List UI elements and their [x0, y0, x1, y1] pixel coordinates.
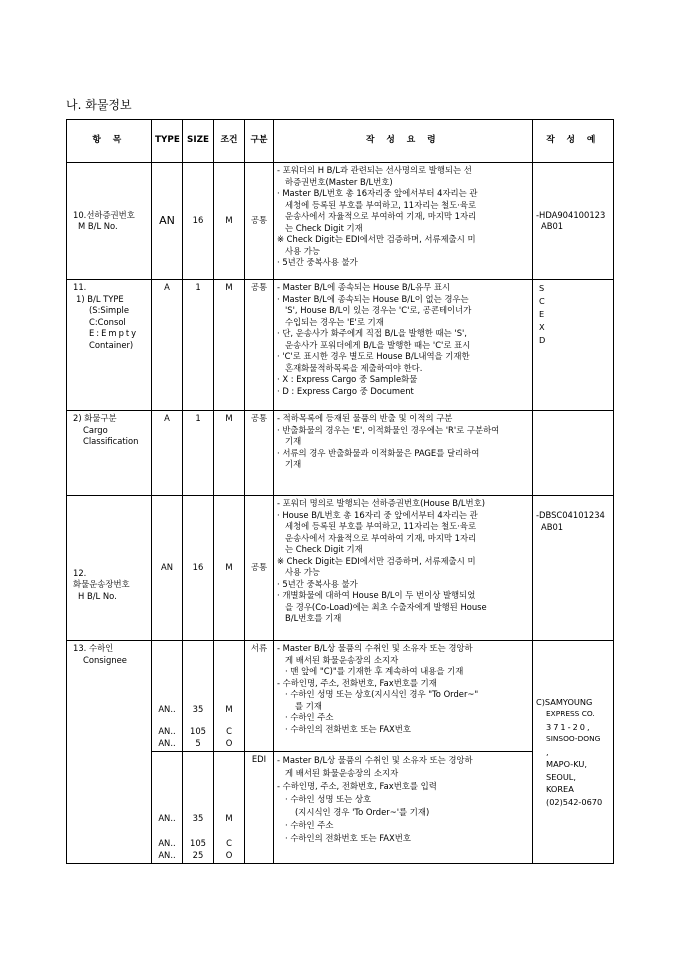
- type-value: AN..: [158, 849, 176, 860]
- guide-line: · 5년간 중복사용 불가: [277, 578, 358, 589]
- guide-line: 기재: [285, 459, 302, 469]
- item-line: Cargo: [83, 424, 108, 435]
- item-line: 1) B/L TYPE: [76, 293, 124, 304]
- example-line: C)SAMYOUNG: [536, 696, 593, 707]
- guide-cell: [274, 411, 533, 496]
- item-line: (S:Simple: [89, 305, 130, 315]
- guide-line: - Master B/L에 종속되는 House B/L유무 표시: [277, 282, 451, 292]
- item-line: M B/L No.: [78, 221, 118, 231]
- example-cell: [533, 641, 614, 864]
- guide-line: 게 배서된 화물운송장의 소지자: [285, 654, 399, 665]
- row-house-bl: [67, 496, 614, 641]
- cond-value: O: [225, 849, 233, 860]
- item-line: 11.: [73, 282, 87, 292]
- size-cell: [183, 641, 214, 752]
- type-value: AN..: [158, 703, 176, 714]
- size-value: 35: [192, 703, 204, 714]
- row-bl-type: [67, 280, 614, 411]
- guide-line: · 수하인 주소: [285, 712, 334, 722]
- guide-line: - Master B/L상 물품의 수취인 및 소유자 또는 경앙하: [277, 643, 473, 653]
- example-line: MAPO-KU,: [546, 759, 587, 770]
- cond-value: C: [226, 838, 232, 848]
- item-master-bl: [67, 163, 152, 280]
- guide-line: · 5년간 중복사용 불가: [277, 257, 358, 267]
- cond-cell: M: [214, 163, 245, 280]
- type-value: AN..: [158, 726, 176, 736]
- item-line: Consignee: [83, 654, 127, 665]
- size-value: 5: [195, 737, 201, 748]
- guide-line: · D : Express Cargo 중 Document: [277, 385, 414, 396]
- example-line: D: [539, 335, 546, 345]
- category-cell: 서류: [245, 641, 274, 752]
- row-master-bl: [67, 163, 614, 280]
- item-line: 13. 수하인: [73, 643, 114, 653]
- example-line: AB01: [541, 221, 564, 231]
- row-consignee-doc: [67, 641, 614, 752]
- item-bl-type: [67, 280, 152, 411]
- item-line: H B/L No.: [78, 590, 117, 601]
- example-line: E: [539, 309, 545, 319]
- item-line: Classification: [83, 436, 139, 446]
- size-cell: [183, 752, 214, 864]
- guide-line: 하증권번호(Master B/L번호): [285, 176, 393, 187]
- cargo-info-table: [66, 119, 614, 864]
- header-category: 구분: [245, 120, 274, 163]
- category-cell: 공통: [245, 411, 274, 496]
- example-line: S: [539, 283, 545, 293]
- guide-line: 는 Check Digit 기재: [285, 222, 363, 233]
- example-cell: [533, 411, 614, 496]
- guide-line: 는 Check Digit 기재: [285, 544, 363, 554]
- size-value: 25: [192, 849, 204, 860]
- guide-line: 운송사에서 자율적으로 부여하여 기재, 마지막 1자리: [285, 211, 477, 221]
- guide-line: B/L번호를 기재: [285, 613, 342, 623]
- guide-line: - Master B/L상 물품의 수취인 및 소유자 또는 경앙하: [277, 755, 473, 765]
- guide-line: · 반출화물의 경우는 'E', 이적화물인 경우에는 'R'로 구분하여: [277, 424, 500, 435]
- guide-line: · 수하인 성명 또는 상호: [285, 794, 372, 804]
- guide-line: 기재: [285, 436, 302, 446]
- example-line: -DBSC04101234: [536, 510, 605, 520]
- guide-line: · Master B/L에 종속되는 House B/L이 없는 경우는: [277, 293, 469, 304]
- size-value: 35: [192, 812, 204, 823]
- size-cell: 1: [183, 411, 214, 496]
- cond-value: C: [226, 726, 232, 736]
- guide-line: · 'C'로 표시한 경우 별도로 House B/L내역을 기재한: [277, 351, 470, 361]
- guide-line: 'S', House B/L이 있는 경우는 'C'로, 공콘테이너가: [285, 305, 472, 315]
- guide-line: · House B/L번호 총 16자리 중 앞에서부터 4자리는 관: [277, 509, 478, 520]
- header-guide: 작 성 요 령: [274, 120, 533, 163]
- guide-line: · 단, 운송사가 화주에게 직접 B/L을 발행한 때는 'S',: [277, 328, 467, 338]
- header-example: 작 성 예: [533, 120, 614, 163]
- guide-line: 세청에 등록된 부호를 부여하고, 11자리는 철도·육로: [285, 521, 477, 531]
- type-cell: A: [152, 280, 183, 411]
- guide-line: · 수하인의 전화번호 또는 FAX번호: [285, 833, 411, 843]
- guide-line: 수입되는 경우는 'E'로 기재: [285, 316, 384, 327]
- category-cell: 공통: [245, 496, 274, 641]
- item-line: 2) 화물구분: [73, 413, 117, 423]
- guide-cell: [274, 496, 533, 641]
- example-cell: [533, 496, 614, 641]
- guide-line: 세청에 등록된 부호를 부여하고, 11자리는 철도·육로: [285, 199, 477, 210]
- cond-cell: M: [214, 496, 245, 641]
- item-line: 10.선하증권번호: [73, 209, 135, 220]
- item-cargo-class: [67, 411, 152, 496]
- guide-line: (지시식인 경우 'To Order~'를 기재): [295, 807, 430, 817]
- example-line: SINSOO-DONG: [546, 734, 601, 744]
- guide-line: 혼재화물적하목록을 제출하여야 한다.: [285, 362, 423, 373]
- size-value: 105: [190, 838, 206, 848]
- item-line: 12.: [73, 567, 87, 578]
- type-value: AN..: [158, 812, 176, 823]
- guide-line: · X : Express Cargo 중 Sample화물: [277, 374, 418, 384]
- example-cell: [533, 280, 614, 411]
- guide-line: · 서류의 경우 반출화물과 이적화물은 PAGE를 달리하여: [277, 447, 480, 458]
- guide-line: · 개별화물에 대하여 House B/L이 두 번이상 발행되었: [277, 590, 476, 600]
- row-cargo-class: [67, 411, 614, 496]
- guide-line: ※ Check Digit는 EDI에서만 검증하며, 서류제출시 미: [277, 234, 476, 244]
- guide-line: 사용 가능: [285, 567, 321, 577]
- guide-cell: [274, 280, 533, 411]
- example-line: SEOUL,: [546, 771, 576, 782]
- header-row: [67, 120, 614, 163]
- type-cell: AN: [152, 163, 183, 280]
- type-value: AN..: [158, 838, 176, 848]
- guide-line: · 수하인 주소: [285, 820, 334, 830]
- guide-line: · Master B/L번호 총 16자리중 앞에서부터 4자리는 관: [277, 188, 478, 198]
- example-line: X: [539, 322, 545, 332]
- header-size: SIZE: [183, 120, 214, 163]
- size-cell: 16: [183, 496, 214, 641]
- cond-cell: M: [214, 280, 245, 411]
- example-line: 371-20,: [546, 721, 592, 732]
- guide-line: · 맨 앞에 "C)"를 기재한 후 계속하여 내용을 기재: [285, 666, 464, 676]
- size-cell: 16: [183, 163, 214, 280]
- guide-line: 를 기재: [295, 700, 322, 711]
- cond-cell: [214, 752, 245, 864]
- header-cond: 조건: [214, 120, 245, 163]
- guide-line: · 수하인 성명 또는 상호(지시식인 경우 "To Order~": [285, 689, 479, 699]
- cond-value: M: [225, 703, 233, 714]
- type-cell: A: [152, 411, 183, 496]
- item-consignee: [67, 641, 152, 864]
- cond-value: O: [225, 737, 233, 748]
- cond-cell: [214, 641, 245, 752]
- guide-line: 사용 가능: [285, 245, 321, 256]
- example-line: -HDA904100123: [536, 209, 606, 220]
- guide-line: - 적하목록에 등재된 물품의 반출 및 이적의 구분: [277, 413, 453, 423]
- example-line: ,: [546, 746, 549, 757]
- guide-line: 을 경우(Co-Load)에는 최초 수출자에게 발행된 House: [285, 601, 487, 612]
- item-line: E:Empty: [89, 328, 139, 338]
- guide-cell: [274, 641, 533, 752]
- category-cell: EDI: [245, 752, 274, 864]
- guide-line: ※ Check Digit는 EDI에서만 검증하며, 서류제출시 미: [277, 555, 476, 566]
- size-cell: 1: [183, 280, 214, 411]
- type-cell: [152, 752, 183, 864]
- cond-cell: M: [214, 411, 245, 496]
- guide-line: - 포워더 명의로 발행되는 선하증권번호(House B/L번호): [277, 498, 485, 508]
- example-line: (02)542-0670: [546, 796, 603, 807]
- example-cell: [533, 163, 614, 280]
- guide-cell: [274, 163, 533, 280]
- type-value: AN..: [158, 737, 176, 748]
- item-line: Container): [89, 339, 134, 350]
- size-value: 105: [190, 726, 206, 736]
- category-cell: 공통: [245, 163, 274, 280]
- category-cell: 공통: [245, 280, 274, 411]
- item-line: 화물운송장번호: [73, 579, 130, 589]
- section-heading: 나. 화물정보: [66, 98, 132, 112]
- guide-line: 게 배서된 화물운송장의 소지자: [285, 768, 399, 778]
- guide-line: · 수하인의 전화번호 또는 FAX번호: [285, 723, 411, 734]
- example-line: EXPRESS CO.: [546, 709, 595, 719]
- type-cell: [152, 641, 183, 752]
- guide-line: - 수하인명, 주소, 전화번호, Fax번호를 기재: [277, 677, 437, 688]
- header-type: TYPE: [152, 120, 183, 163]
- guide-line: - 포워더의 H B/L과 관련되는 선사명의로 발행되는 선: [277, 165, 472, 175]
- item-house-bl: [67, 496, 152, 641]
- guide-line: 운송사가 포워더에게 B/L을 발행한 때는 'C'로 표시: [285, 339, 471, 350]
- guide-line: - 수하인명, 주소, 전화번호, Fax번호를 입력: [277, 781, 437, 791]
- cond-value: M: [225, 812, 233, 823]
- header-item: 항 목: [67, 120, 152, 163]
- example-line: KOREA: [546, 784, 574, 795]
- example-line: AB01: [541, 521, 564, 532]
- type-cell: AN: [152, 496, 183, 641]
- example-line: C: [539, 296, 545, 306]
- guide-cell: [274, 752, 533, 864]
- item-line: C:Consol: [89, 316, 126, 327]
- guide-line: 운송사에서 자율적으로 부여하여 기재, 마지막 1자리: [285, 532, 477, 543]
